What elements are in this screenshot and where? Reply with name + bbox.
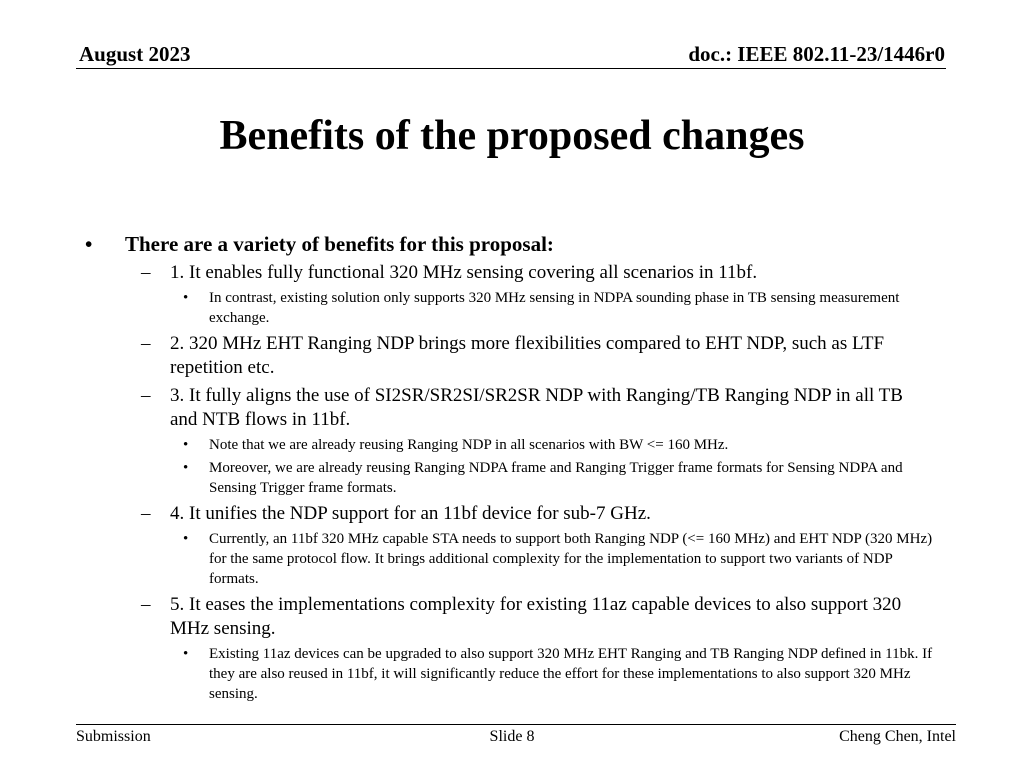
dash-marker: – — [141, 262, 151, 283]
sub-bullet — [85, 435, 945, 455]
point-1 — [85, 261, 945, 285]
intro-bullet — [85, 231, 945, 257]
header-doc-id: doc.: IEEE 802.11-23/1446r0 — [688, 42, 945, 66]
sub-bullet-text: Note that we are already reusing Ranging NDP in all scenarios with BW <= 160 MHz. — [209, 437, 729, 453]
slide-body — [85, 231, 945, 704]
sub-bullet — [85, 458, 945, 498]
header-date: August 2023 — [79, 42, 191, 66]
header-rule — [76, 68, 946, 69]
bullet-marker: • — [183, 531, 189, 547]
point-2 — [85, 332, 945, 380]
dash-marker: – — [141, 594, 151, 615]
point-3 — [85, 384, 945, 432]
bullet-marker: • — [183, 437, 189, 453]
dash-marker: – — [141, 333, 151, 354]
footer-author: Cheng Chen, Intel — [839, 728, 956, 745]
sub-bullet-text: In contrast, existing solution only supports 320 MHz sensing in NDPA sounding phase in TB sensing measurement exchange. — [209, 290, 900, 326]
point-text: 3. It fully aligns the use of SI2SR/SR2SI/SR2SR NDP with Ranging/TB Ranging NDP in all TB and NTB flows in 11bf. — [170, 385, 903, 430]
point-text: 1. It enables fully functional 320 MHz sensing covering all scenarios in 11bf. — [170, 262, 758, 283]
sub-bullet — [85, 644, 945, 704]
point-5 — [85, 593, 945, 641]
footer-slide-number: Slide 8 — [489, 728, 535, 745]
point-text: 2. 320 MHz EHT Ranging NDP brings more flexibilities compared to EHT NDP, such as LTF repetition etc. — [170, 333, 885, 378]
dash-marker: – — [141, 503, 151, 524]
footer-rule — [76, 724, 956, 725]
point-4 — [85, 502, 945, 526]
point-text: 5. It eases the implementations complexity for existing 11az capable devices to also support 320 MHz sensing. — [170, 594, 902, 639]
sub-bullet-text: Moreover, we are already reusing Ranging NDPA frame and Ranging Trigger frame formats for Sensing NDPA and Sensing Trigger frame formats. — [209, 460, 903, 496]
sub-bullet — [85, 288, 945, 328]
sub-bullet — [85, 529, 945, 589]
bullet-marker: • — [183, 460, 189, 476]
dash-marker: – — [141, 385, 151, 406]
bullet-marker: • — [183, 290, 189, 306]
bullet-marker: • — [85, 232, 93, 256]
sub-bullet-text: Existing 11az devices can be upgraded to also support 320 MHz EHT Ranging and TB Ranging NDP defined in 11bk. If they are also reused in 11bf, it will significantly reduce the effort for these implementations to also support 320 MHz sensing. — [209, 646, 933, 702]
footer-submission: Submission — [76, 728, 151, 745]
point-text: 4. It unifies the NDP support for an 11bf device for sub-7 GHz. — [170, 503, 651, 524]
intro-text: There are a variety of benefits for this proposal: — [125, 232, 554, 256]
slide-title: Benefits of the proposed changes — [219, 113, 805, 159]
sub-bullet-text: Currently, an 11bf 320 MHz capable STA needs to support both Ranging NDP (<= 160 MHz) and EHT NDP (320 MHz) for the same protocol flow. It brings additional complexity for the implementation to support two variants of NDP formats. — [209, 531, 933, 587]
bullet-marker: • — [183, 646, 189, 662]
